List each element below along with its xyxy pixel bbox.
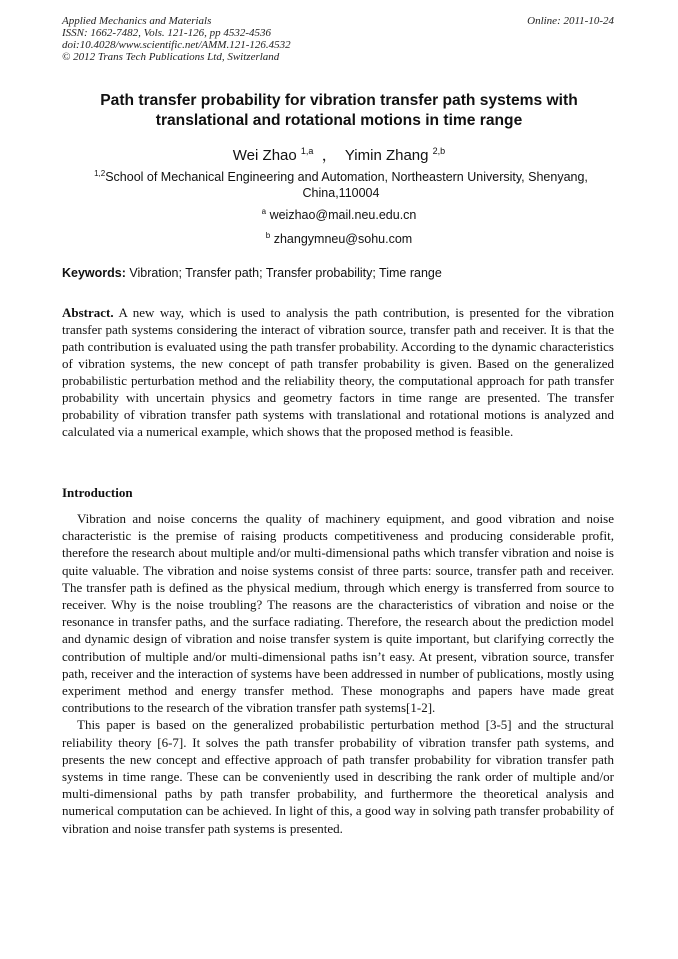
affiliation [86,166,596,201]
copyright-line: © 2012 Trans Tech Publications Ltd, Switzerland [62,51,280,63]
affiliation-marker: 1,2 [94,169,106,178]
author-affiliation-marker: 2,b [432,146,446,156]
email-marker: a [261,207,267,216]
paper-title: Path transfer probability for vibration transfer path systems with translational and rotational motions in time range [100,92,578,129]
online-date: Online: 2011-10-24 [527,15,614,27]
issn-line: ISSN: 1662-7482, Vols. 121-126, pp 4532-4536 [62,27,271,39]
email-address: weizhao@mail.neu.edu.cn [269,208,417,222]
doi-line: doi:10.4028/www.scientific.net/AMM.121-126.4532 [62,39,291,51]
abstract-label: Abstract. [62,305,114,320]
author-name: Yimin Zhang [344,147,429,164]
body-paragraph: This paper is based on the generalized probabilistic perturbation method [3-5] and the structural reliability theory [6-7]. It solves the path transfer probability of vibration transfer path systems, and presents the new concept and effective approach of path transfer probability for vibration transfer path systems in time range. These can be conveniently used in describing the rank order of multiple and/or multi-dimensional paths by path transfer probability, and furthermore the theoretical analysis and numerical computation can be achieved. In light of this, a good way in solving path transfer probability of vibration and noise transfer path systems is presented. [62,717,614,836]
section-heading: Introduction [62,485,133,500]
keywords [62,265,616,281]
abstract-text: A new way, which is used to analysis the path contribution, is presented for the vibration transfer path systems considering the interact of vibration source, transfer path and receiver. It is that the path contribution is evaluated using the path transfer probability. According to the dynamic characteristics of vibration systems, the new concept of path transfer probability is given. Based on the generalized probabilistic perturbation method and the reliability theory, the computational approach for path transfer probability with uncertain physics and geometry factors in time range are presented. The transfer probability of vibration transfer path systems with translational and rotational motions is analyzed and calculated via a numerical example, which shows that the proposed method is feasible. [62,305,614,439]
journal-name: Applied Mechanics and Materials [62,15,212,27]
author-list [62,141,616,166]
section-body [62,510,614,837]
email-line [62,228,616,247]
keywords-label: Keywords: [62,266,126,280]
keywords-text: Vibration; Transfer path; Transfer probability; Time range [129,266,442,280]
abstract [62,304,614,440]
affiliation-text: School of Mechanical Engineering and Automation, Northeastern University, Shenyang, China,110004 [105,170,588,200]
email-line [62,204,616,223]
author-name: Wei Zhao [232,147,297,164]
publication-info [62,15,291,63]
author-separator: ， [321,147,337,164]
author-affiliation-marker: 1,a [300,146,314,156]
email-marker: b [265,231,271,240]
body-paragraph: Vibration and noise concerns the quality of machinery equipment, and good vibration and noise characteristic is the premise of raising products competitiveness and producing considerable profit, therefore the research about multiple and/or multi-dimensional paths which transfer vibration and noise is quite valuable. The vibration and noise systems consist of three parts: source, transfer path and receiver. The transfer path is defined as the physical medium, through which energy is transferred from source to receiver. Why is the noise troubling? The reasons are the characteristics of vibration and noise or the resonance in transfer paths, and the surface radiating. Therefore, the research about the prediction model and dynamic design of vibration and noise transfer system is quite important, but clarifying correctly the contribution of multiple and/or multi-dimensional paths isn’t easy. At present, vibration source, transfer path, receiver and the interaction of systems have been addressed in number of publications, mostly using experiment method and energy transfer method. These monographs and papers have made great contributions to the research of the vibration transfer path systems[1-2]. [62,511,614,716]
email-address: zhangymneu@sohu.com [273,232,413,246]
